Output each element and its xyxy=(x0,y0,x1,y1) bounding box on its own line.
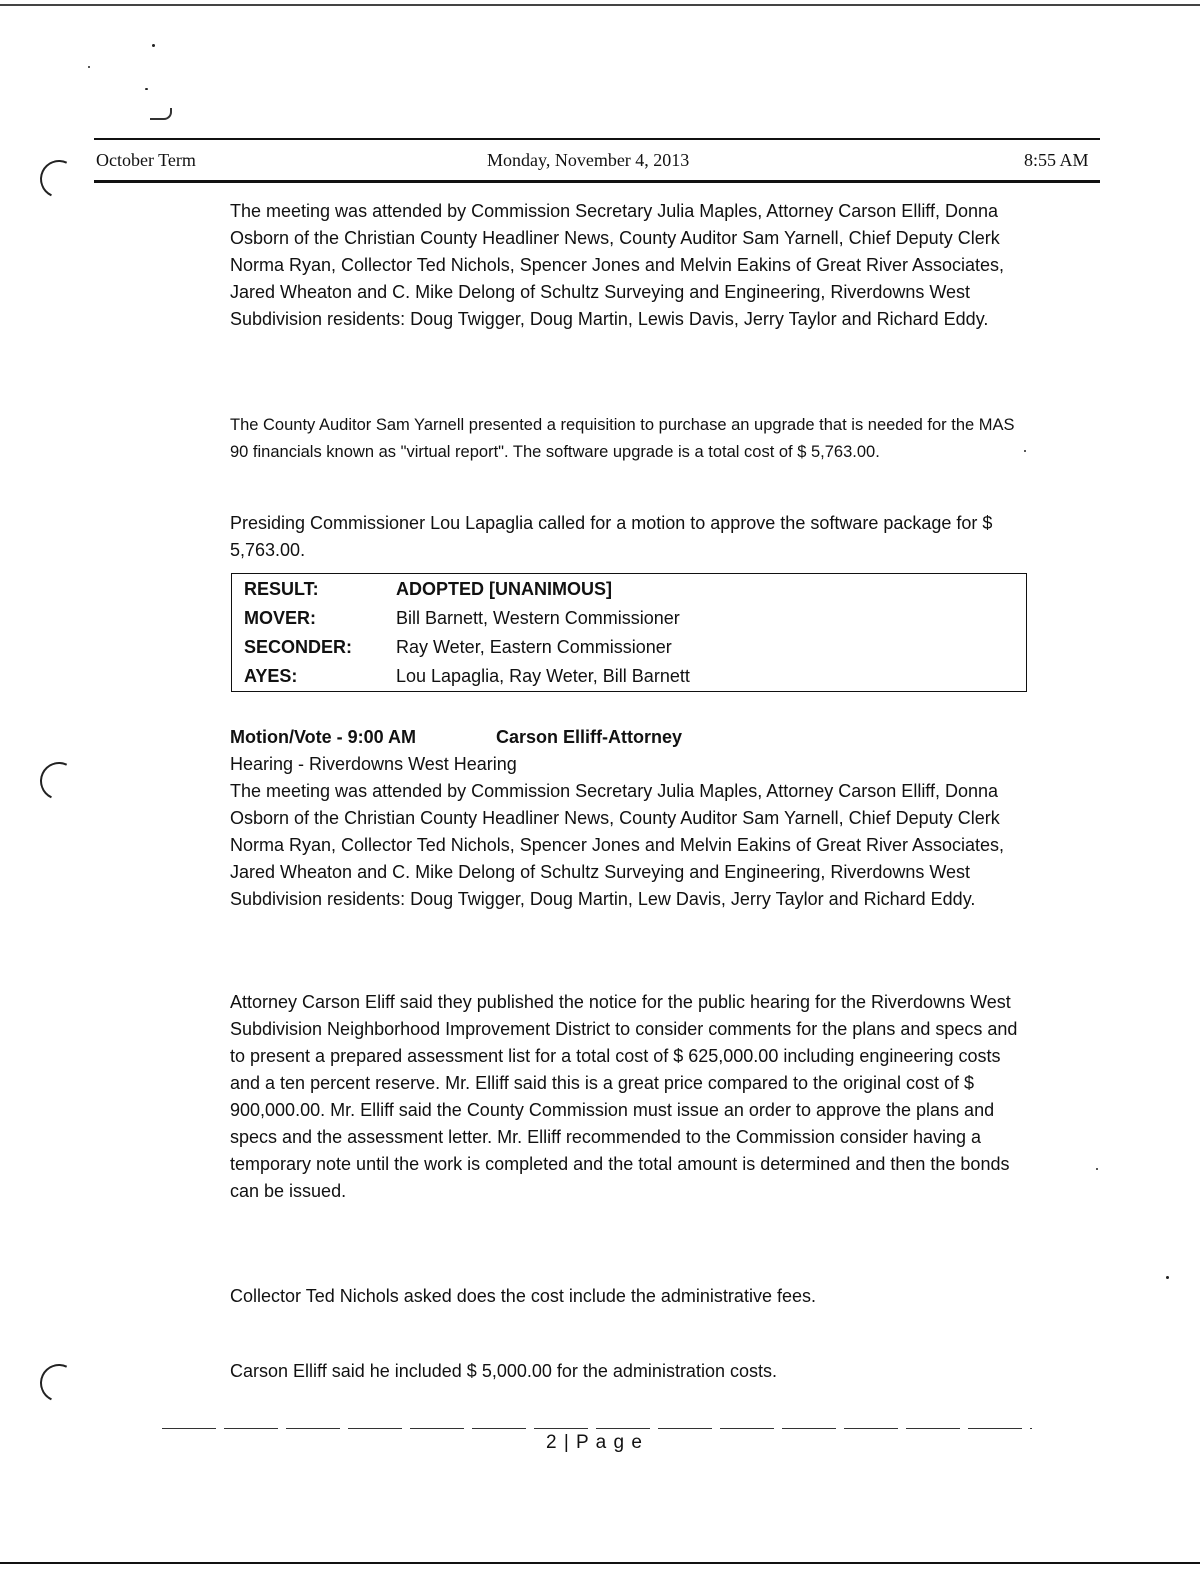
header-top-rule xyxy=(94,138,1100,140)
attendance-paragraph-2: The meeting was attended by Commission Secretary Julia Maples, Attorney Carson Elliff, Donna Osborn of the Christian County Headliner News, County Auditor Sam Yarnell, Chief Deputy Clerk Norma Ryan, Collector Ted Nichols, Spencer Jones and Melvin Eakins of Great River Associates, Jared Wheaton and C. Mike Delong of Schultz Surveying and Engineering, Riverdowns West Subdivision residents: Doug Twigger, Doug Martin, Lew Davis, Jerry Taylor and Richard Eddy. xyxy=(230,781,1005,909)
hearing-subheading: Hearing - Riverdowns West Hearing xyxy=(230,754,517,774)
scan-speck xyxy=(1166,1276,1169,1279)
auditor-requisition-paragraph: The County Auditor Sam Yarnell presented a requisition to purchase an upgrade that is needed for the MAS 90 financials known as "virtual report". The software upgrade is a total cost of $ 5,763.00. xyxy=(230,416,1015,461)
vote-value: Lou Lapaglia, Ray Weter, Bill Barnett xyxy=(396,666,690,686)
vote-value: ADOPTED [UNANIMOUS] xyxy=(396,579,612,599)
attorney-statement-paragraph: Attorney Carson Eliff said they published the notice for the public hearing for the Riverdowns West Subdivision Neighborhood Improvement District to consider comments for the plans and specs and to present a prepared assessment list for a total cost of $ 625,000.00 including engineering costs and a ten percent reserve. Mr. Elliff said this is a great price compared to the original cost of $ 900,000.00. Mr. Elliff said the County Commission must issue an order to approve the plans and specs and the assessment letter. Mr. Elliff recommended to the Commission consider having a temporary note until the work is completed and the total amount is determined and then the bonds can be issued. xyxy=(230,992,1018,1201)
motion-heading-left: Motion/Vote - 9:00 AM xyxy=(230,727,416,747)
footer-page-label: 2 | P a g e xyxy=(546,1432,643,1453)
punch-hole-bottom xyxy=(35,1359,84,1408)
attendance-paragraph-1: The meeting was attended by Commission Secretary Julia Maples, Attorney Carson Elliff, Donna Osborn of the Christian County Headliner News, County Auditor Sam Yarnell, Chief Deputy Clerk Norma Ryan, Collector Ted Nichols, Spencer Jones and Melvin Eakins of Great River Associates, Jared Wheaton and C. Mike Delong of Schultz Surveying and Engineering, Riverdowns West Subdivision residents: Doug Twigger, Doug Martin, Lewis Davis, Jerry Taylor and Richard Eddy. xyxy=(230,201,1005,329)
scan-speck xyxy=(1096,1168,1098,1170)
vote-row-result xyxy=(232,576,1026,603)
vote-value: Ray Weter, Eastern Commissioner xyxy=(396,637,672,657)
header-term: October Term xyxy=(96,150,196,170)
motion-call-paragraph: Presiding Commissioner Lou Lapaglia called for a motion to approve the software package for $ 5,763.00. xyxy=(230,513,993,560)
vote-value: Bill Barnett, Western Commissioner xyxy=(396,608,680,628)
scan-mark xyxy=(150,108,172,120)
top-scan-border xyxy=(0,4,1200,6)
header-date: Monday, November 4, 2013 xyxy=(487,150,690,170)
vote-row-mover xyxy=(232,605,1026,632)
vote-row-seconder xyxy=(232,634,1026,661)
elliff-answer-paragraph: Carson Elliff said he included $ 5,000.00 for the administration costs. xyxy=(230,1361,777,1381)
scan-speck xyxy=(88,66,90,68)
vote-label: AYES: xyxy=(244,666,298,686)
vote-result-table xyxy=(231,573,1027,692)
vote-label: SECONDER: xyxy=(244,637,353,657)
header-time: 8:55 AM xyxy=(1024,150,1089,170)
collector-question-paragraph: Collector Ted Nichols asked does the cost include the administrative fees. xyxy=(230,1286,816,1306)
scan-speck xyxy=(145,88,148,90)
footer-rule xyxy=(162,1428,1032,1429)
vote-row-ayes xyxy=(232,663,1026,690)
vote-label: RESULT: xyxy=(244,579,319,599)
motion-heading-right: Carson Elliff-Attorney xyxy=(496,727,683,747)
punch-hole-middle xyxy=(35,757,84,806)
header-bottom-rule xyxy=(94,180,1100,183)
scan-speck xyxy=(152,44,155,47)
vote-label: MOVER: xyxy=(244,608,316,628)
bottom-scan-border xyxy=(0,1562,1200,1564)
punch-hole-top xyxy=(35,155,84,204)
